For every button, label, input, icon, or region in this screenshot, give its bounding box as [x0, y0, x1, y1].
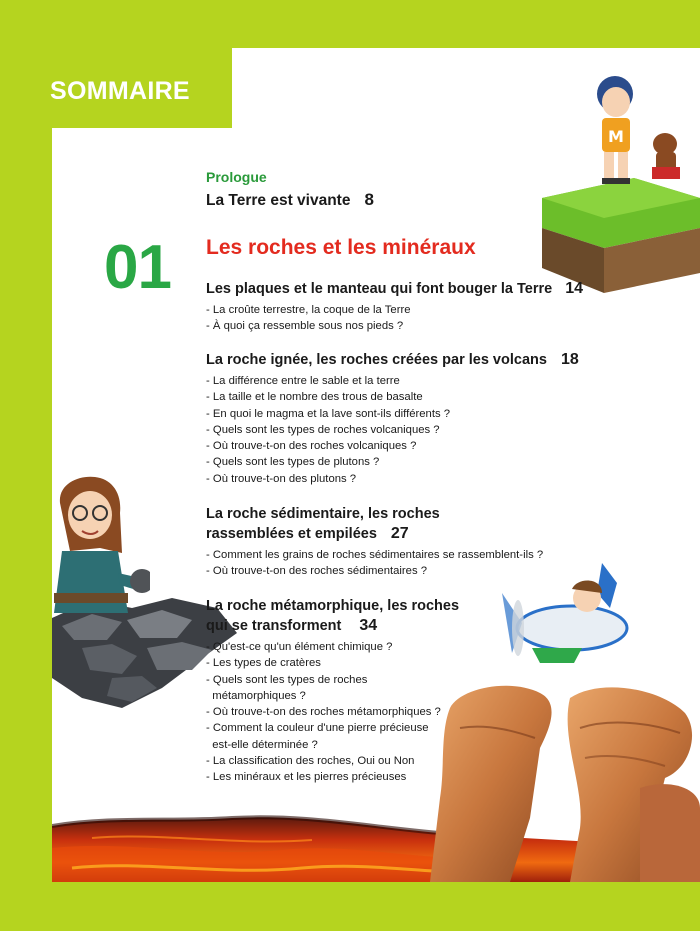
subtopic-item: - Comment les grains de roches sédimentaires se rassemblent-ils ?: [206, 549, 544, 561]
subtopic-item: est-elle déterminée ?: [206, 738, 318, 751]
section-title: La roche ignée, les roches créées par les volcans: [206, 352, 547, 368]
section-title: La roche métamorphique, les roches: [206, 598, 460, 614]
subtopic-item: - Où trouve-t-on des plutons ?: [206, 472, 357, 485]
prologue-page-number: 8: [364, 190, 374, 209]
section-title-link[interactable]: [206, 279, 583, 299]
prologue-title: La Terre est vivante: [206, 192, 351, 209]
page-title: SOMMAIRE: [50, 77, 190, 105]
subtopic-item: - Où trouve-t-on des roches volcaniques ?: [206, 440, 417, 453]
section-page-number: 27: [390, 525, 409, 542]
subtopic-item: - Les minéraux et les pierres précieuses: [206, 771, 407, 784]
section-page-number: 34: [359, 617, 378, 634]
prologue-entry[interactable]: [206, 190, 374, 210]
toc-section: [206, 279, 583, 335]
subtopic-item: - La classification des roches, Oui ou Non: [206, 755, 415, 768]
section-title-link[interactable]: [206, 597, 459, 636]
girl-character-image: [52, 473, 150, 638]
subtopic-item: - La croûte terrestre, la coque de la Terre: [206, 304, 411, 316]
subtopic-item: - La taille et le nombre des trous de basalte: [206, 391, 423, 404]
subtopic-list: [206, 547, 543, 580]
section-title-link[interactable]: [206, 350, 579, 370]
subtopic-item: - Quels sont les types de plutons ?: [206, 456, 380, 469]
subtopic-item: - À quoi ça ressemble sous nos pieds ?: [206, 320, 404, 333]
subtopic-item: - Quels sont les types de roches volcaniques ?: [206, 423, 440, 436]
subtopic-item: - Où trouve-t-on des roches sédimentaires ?: [206, 565, 428, 578]
prologue-label: Prologue: [206, 169, 267, 185]
section-page-number: 14: [565, 280, 583, 297]
boy-character-image: [580, 72, 700, 202]
svg-text:M: M: [608, 127, 624, 146]
toc-section: [206, 350, 579, 487]
section-title: La roche sédimentaire, les roches: [206, 506, 440, 522]
subtopic-list: [206, 373, 579, 487]
subtopic-item: - Les types de cratères: [206, 657, 321, 670]
section-title: Les plaques et le manteau qui font bouger la Terre: [206, 281, 553, 297]
subtopic-item: - Comment la couleur d'une pierre précieuse: [206, 722, 429, 735]
subtopic-list: [206, 302, 583, 335]
section-page-number: 18: [560, 351, 579, 368]
section-title: rassemblées et empilées: [206, 526, 377, 542]
toc-section: [206, 597, 459, 786]
subtopic-list: [206, 639, 459, 786]
chapter-number: 01: [104, 233, 171, 302]
subtopic-item: - Qu'est-ce qu'un élément chimique ?: [206, 641, 393, 653]
subtopic-item: - La différence entre le sable et la terre: [206, 375, 400, 387]
subtopic-item: - Où trouve-t-on des roches métamorphiques ?: [206, 706, 441, 719]
subtopic-item: - En quoi le magma et la lave sont-ils différents ?: [206, 407, 451, 420]
toc-section: [206, 505, 543, 580]
subtopic-item: métamorphiques ?: [206, 689, 306, 702]
chapter-title: Les roches et les minéraux: [206, 236, 476, 259]
subtopic-item: - Quels sont les types de roches: [206, 673, 368, 686]
section-title: qui se transforment: [206, 618, 342, 634]
section-title-link[interactable]: [206, 505, 543, 544]
